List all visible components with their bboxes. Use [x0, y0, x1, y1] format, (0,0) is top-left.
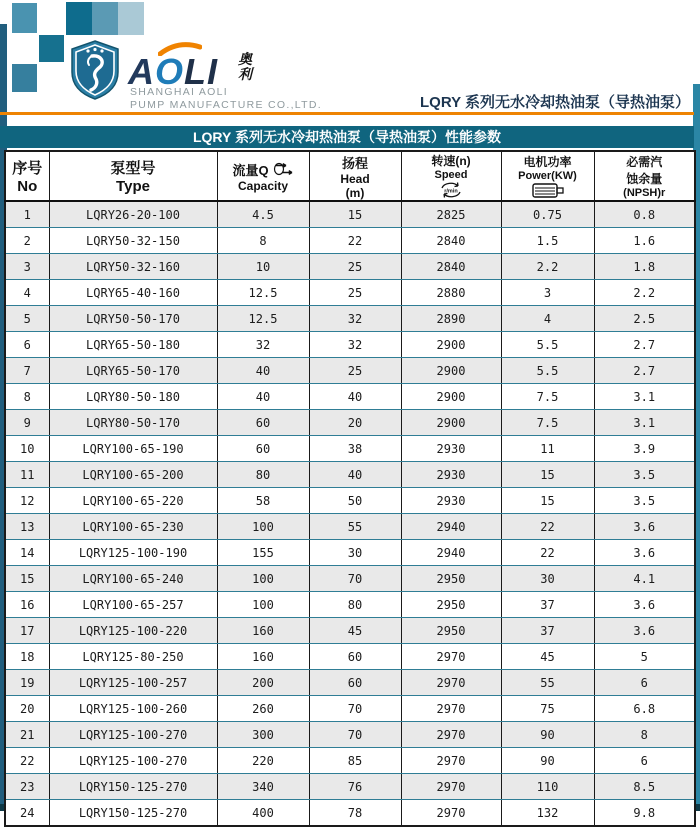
table-cell: 2.5 [594, 306, 695, 332]
table-cell: 200 [217, 670, 309, 696]
deco-square [12, 3, 37, 33]
col-header-capacity [217, 151, 309, 201]
table-row [5, 696, 695, 722]
table-cell: 6 [594, 748, 695, 774]
col-label-cn: 流量Q [232, 162, 269, 178]
table-cell: 160 [217, 644, 309, 670]
table-cell: 132 [501, 800, 594, 827]
table-cell: 15 [501, 462, 594, 488]
col-label-cn: 必需汽 [626, 155, 663, 169]
table-cell: 2900 [401, 384, 501, 410]
table-row [5, 748, 695, 774]
table-cell: 1 [5, 201, 49, 228]
table-cell: 10 [217, 254, 309, 280]
table-cell: 2.7 [594, 358, 695, 384]
table-cell: 110 [501, 774, 594, 800]
table-cell: LQRY80-50-180 [49, 384, 217, 410]
table-cell: LQRY100-65-240 [49, 566, 217, 592]
table-row [5, 592, 695, 618]
rotation-arrows-icon [438, 181, 464, 199]
table-cell: 25 [309, 358, 401, 384]
deco-square [39, 35, 64, 62]
table-row [5, 280, 695, 306]
table-cell: 40 [217, 384, 309, 410]
table-cell: 90 [501, 748, 594, 774]
table-cell: 70 [309, 722, 401, 748]
table-cell: 60 [217, 436, 309, 462]
table-row [5, 488, 695, 514]
table-row [5, 540, 695, 566]
table-cell: LQRY50-32-150 [49, 228, 217, 254]
table-cell: LQRY80-50-170 [49, 410, 217, 436]
col-label-en: Head [340, 171, 370, 186]
table-cell: 7 [5, 358, 49, 384]
table-cell: 2950 [401, 618, 501, 644]
table-cell: 260 [217, 696, 309, 722]
table-cell: LQRY125-80-250 [49, 644, 217, 670]
table-cell: 60 [309, 644, 401, 670]
table-cell: 2970 [401, 748, 501, 774]
col-unit: (m) [345, 185, 365, 200]
table-cell: 1.6 [594, 228, 695, 254]
table-cell: 2930 [401, 488, 501, 514]
table-cell: 2950 [401, 566, 501, 592]
table-cell: 3.6 [594, 592, 695, 618]
table-cell: 80 [217, 462, 309, 488]
table-cell: 4.1 [594, 566, 695, 592]
table-cell: 4.5 [217, 201, 309, 228]
col-label-en: No [17, 178, 38, 195]
table-cell: 25 [309, 254, 401, 280]
table-cell: 2890 [401, 306, 501, 332]
table-cell: LQRY100-65-190 [49, 436, 217, 462]
table-cell: 37 [501, 592, 594, 618]
table-cell: 8 [594, 722, 695, 748]
orange-rule [0, 112, 694, 115]
table-cell: 40 [309, 462, 401, 488]
table-cell: 3.6 [594, 514, 695, 540]
table-cell: LQRY50-50-170 [49, 306, 217, 332]
table-row [5, 462, 695, 488]
table-cell: LQRY125-100-190 [49, 540, 217, 566]
table-cell: 2950 [401, 592, 501, 618]
col-label-en: Speed [434, 169, 468, 182]
table-cell: 2840 [401, 228, 501, 254]
aoli-wordmark [128, 50, 218, 90]
table-cell: 6 [594, 670, 695, 696]
table-cell: 3.5 [594, 488, 695, 514]
table-cell: 300 [217, 722, 309, 748]
company-name [130, 86, 322, 112]
col-header-npsh [594, 151, 695, 201]
table-cell: 11 [501, 436, 594, 462]
table-row [5, 800, 695, 827]
table-cell: 75 [501, 696, 594, 722]
spec-table [4, 150, 696, 827]
table-row [5, 384, 695, 410]
table-cell: 3 [501, 280, 594, 306]
orange-swoosh-icon [158, 40, 202, 56]
deco-square [118, 2, 144, 35]
table-cell: 3 [5, 254, 49, 280]
table-cell: 2900 [401, 332, 501, 358]
table-row [5, 670, 695, 696]
col-header-no [5, 151, 49, 201]
table-cell: 8 [217, 228, 309, 254]
rmin-label: r/min [444, 188, 458, 195]
table-cell: 16 [5, 592, 49, 618]
table-cell: 2825 [401, 201, 501, 228]
wordmark-letter: I [207, 51, 219, 92]
table-cell: 4 [5, 280, 49, 306]
table-row [5, 514, 695, 540]
table-cell: 2840 [401, 254, 501, 280]
table-cell: 38 [309, 436, 401, 462]
table-cell: LQRY50-32-160 [49, 254, 217, 280]
table-cell: 7.5 [501, 410, 594, 436]
table-cell: 78 [309, 800, 401, 827]
table-row [5, 201, 695, 228]
table-cell: 32 [309, 306, 401, 332]
table-cell: 12 [5, 488, 49, 514]
table-cell: 21 [5, 722, 49, 748]
table-row [5, 306, 695, 332]
table-cell: 58 [217, 488, 309, 514]
table-cell: LQRY100-65-257 [49, 592, 217, 618]
table-row [5, 644, 695, 670]
table-cell: LQRY150-125-270 [49, 774, 217, 800]
table-cell: 40 [217, 358, 309, 384]
table-row [5, 722, 695, 748]
table-cell: 3.5 [594, 462, 695, 488]
aoli-shield-logo-icon [68, 40, 122, 100]
deco-square [92, 2, 118, 35]
table-row [5, 436, 695, 462]
table-row [5, 774, 695, 800]
table-cell: 2970 [401, 644, 501, 670]
table-cell: 160 [217, 618, 309, 644]
table-cell: 45 [309, 618, 401, 644]
table-cell: 60 [309, 670, 401, 696]
table-cell: LQRY26-20-100 [49, 201, 217, 228]
table-cell: LQRY125-100-270 [49, 722, 217, 748]
motor-icon [531, 182, 565, 199]
table-cell: LQRY100-65-230 [49, 514, 217, 540]
table-cell: 20 [5, 696, 49, 722]
table-cell: 12.5 [217, 306, 309, 332]
table-cell: 5 [594, 644, 695, 670]
table-cell: LQRY125-100-257 [49, 670, 217, 696]
table-cell: 2940 [401, 514, 501, 540]
company-line: SHANGHAI AOLI [130, 86, 229, 98]
table-cell: LQRY100-65-200 [49, 462, 217, 488]
table-cell: 30 [309, 540, 401, 566]
wordmark-letter: L [184, 51, 208, 92]
table-cell: 22 [309, 228, 401, 254]
table-cell: 45 [501, 644, 594, 670]
table-cell: 23 [5, 774, 49, 800]
table-row [5, 566, 695, 592]
logo-cn-char: 利 [238, 66, 252, 83]
wordmark-letter: O [155, 51, 185, 92]
table-cell: 100 [217, 514, 309, 540]
table-cell: 3.6 [594, 618, 695, 644]
table-title: LQRY 系列无水冷却热油泵（导热油泵）性能参数 [192, 129, 501, 145]
table-cell: 2930 [401, 436, 501, 462]
table-cell: 5 [5, 306, 49, 332]
table-cell: 12.5 [217, 280, 309, 306]
table-cell: 2.2 [594, 280, 695, 306]
col-label-en: Power(KW) [518, 169, 577, 182]
logo-cn-char: 奥 [238, 51, 252, 67]
table-cell: LQRY150-125-270 [49, 800, 217, 827]
table-cell: 220 [217, 748, 309, 774]
table-cell: 15 [5, 566, 49, 592]
table-cell: 2 [5, 228, 49, 254]
table-cell: LQRY125-100-220 [49, 618, 217, 644]
table-cell: 2970 [401, 774, 501, 800]
table-cell: 6 [5, 332, 49, 358]
table-cell: LQRY100-65-220 [49, 488, 217, 514]
table-cell: 40 [309, 384, 401, 410]
table-cell: 155 [217, 540, 309, 566]
table-row [5, 358, 695, 384]
table-row [5, 254, 695, 280]
table-cell: 3.1 [594, 410, 695, 436]
table-cell: 400 [217, 800, 309, 827]
table-cell: 22 [501, 514, 594, 540]
col-header-type [49, 151, 217, 201]
table-cell: 2930 [401, 462, 501, 488]
wordmark-letter: A [128, 51, 155, 92]
col-label-en: (NPSH)r [623, 187, 666, 199]
table-cell: 100 [217, 566, 309, 592]
table-cell: 0.75 [501, 201, 594, 228]
col-label-en: Type [116, 178, 150, 195]
table-cell: 24 [5, 800, 49, 827]
logo-chinese-name [238, 52, 252, 83]
table-cell: 100 [217, 592, 309, 618]
table-cell: 22 [5, 748, 49, 774]
col-header-head [309, 151, 401, 201]
table-cell: 18 [5, 644, 49, 670]
table-cell: 2900 [401, 358, 501, 384]
table-cell: LQRY125-100-270 [49, 748, 217, 774]
col-label-cn: 电机功率 [523, 154, 572, 169]
table-cell: 55 [501, 670, 594, 696]
table-cell: 15 [501, 488, 594, 514]
col-header-speed [401, 151, 501, 201]
table-cell: 2970 [401, 696, 501, 722]
table-cell: 340 [217, 774, 309, 800]
table-cell: 2900 [401, 410, 501, 436]
table-cell: 14 [5, 540, 49, 566]
table-cell: 80 [309, 592, 401, 618]
table-cell: 9.8 [594, 800, 695, 827]
col-label-cn2: 蚀余量 [626, 172, 663, 186]
table-cell: 13 [5, 514, 49, 540]
table-cell: 32 [217, 332, 309, 358]
table-cell: 8 [5, 384, 49, 410]
table-cell: 30 [501, 566, 594, 592]
table-cell: 2.7 [594, 332, 695, 358]
table-cell: 15 [309, 201, 401, 228]
spec-table-container [4, 150, 694, 827]
table-cell: 50 [309, 488, 401, 514]
table-cell: 2940 [401, 540, 501, 566]
series-title: LQRY 系列无水冷却热油泵（导热油泵） [419, 94, 690, 111]
table-row [5, 332, 695, 358]
company-line: PUMP MANUFACTURE CO.,LTD. [130, 99, 322, 112]
table-cell: 11 [5, 462, 49, 488]
table-cell: 1.5 [501, 228, 594, 254]
deco-square [12, 64, 37, 92]
col-label-cn: 序号 [12, 160, 43, 177]
table-cell: 19 [5, 670, 49, 696]
spec-table-body [5, 201, 695, 826]
table-cell: 70 [309, 696, 401, 722]
table-cell: 32 [309, 332, 401, 358]
table-cell: LQRY65-50-170 [49, 358, 217, 384]
header-row [5, 151, 695, 201]
table-cell: 9 [5, 410, 49, 436]
table-cell: 25 [309, 280, 401, 306]
table-cell: 4 [501, 306, 594, 332]
table-cell: 20 [309, 410, 401, 436]
table-cell: 3.6 [594, 540, 695, 566]
table-cell: LQRY125-100-260 [49, 696, 217, 722]
table-row [5, 410, 695, 436]
table-cell: 90 [501, 722, 594, 748]
table-cell: 22 [501, 540, 594, 566]
table-cell: 55 [309, 514, 401, 540]
table-cell: 76 [309, 774, 401, 800]
table-cell: 2970 [401, 800, 501, 827]
table-cell: LQRY65-40-160 [49, 280, 217, 306]
table-cell: 2.2 [501, 254, 594, 280]
table-cell: 85 [309, 748, 401, 774]
table-cell: 7.5 [501, 384, 594, 410]
table-cell: 6.8 [594, 696, 695, 722]
table-cell: 3.9 [594, 436, 695, 462]
col-header-power [501, 151, 594, 201]
deco-square [66, 2, 92, 35]
table-cell: LQRY65-50-180 [49, 332, 217, 358]
col-label-en: Capacity [237, 178, 289, 193]
table-row [5, 228, 695, 254]
table-title-band [0, 126, 694, 148]
table-cell: 37 [501, 618, 594, 644]
table-row [5, 618, 695, 644]
col-label-cn: 转速(n) [431, 154, 471, 169]
table-cell: 10 [5, 436, 49, 462]
table-cell: 8.5 [594, 774, 695, 800]
table-cell: 0.8 [594, 201, 695, 228]
col-label-cn: 扬程 [341, 155, 368, 171]
table-cell: 1.8 [594, 254, 695, 280]
table-cell: 5.5 [501, 358, 594, 384]
table-cell: 17 [5, 618, 49, 644]
table-cell: 2880 [401, 280, 501, 306]
col-label-cn: 泵型号 [110, 160, 156, 177]
table-cell: 70 [309, 566, 401, 592]
table-cell: 5.5 [501, 332, 594, 358]
table-cell: 3.1 [594, 384, 695, 410]
table-cell: 2970 [401, 670, 501, 696]
table-cell: 60 [217, 410, 309, 436]
table-cell: 2970 [401, 722, 501, 748]
flow-arrows-icon [272, 162, 294, 176]
